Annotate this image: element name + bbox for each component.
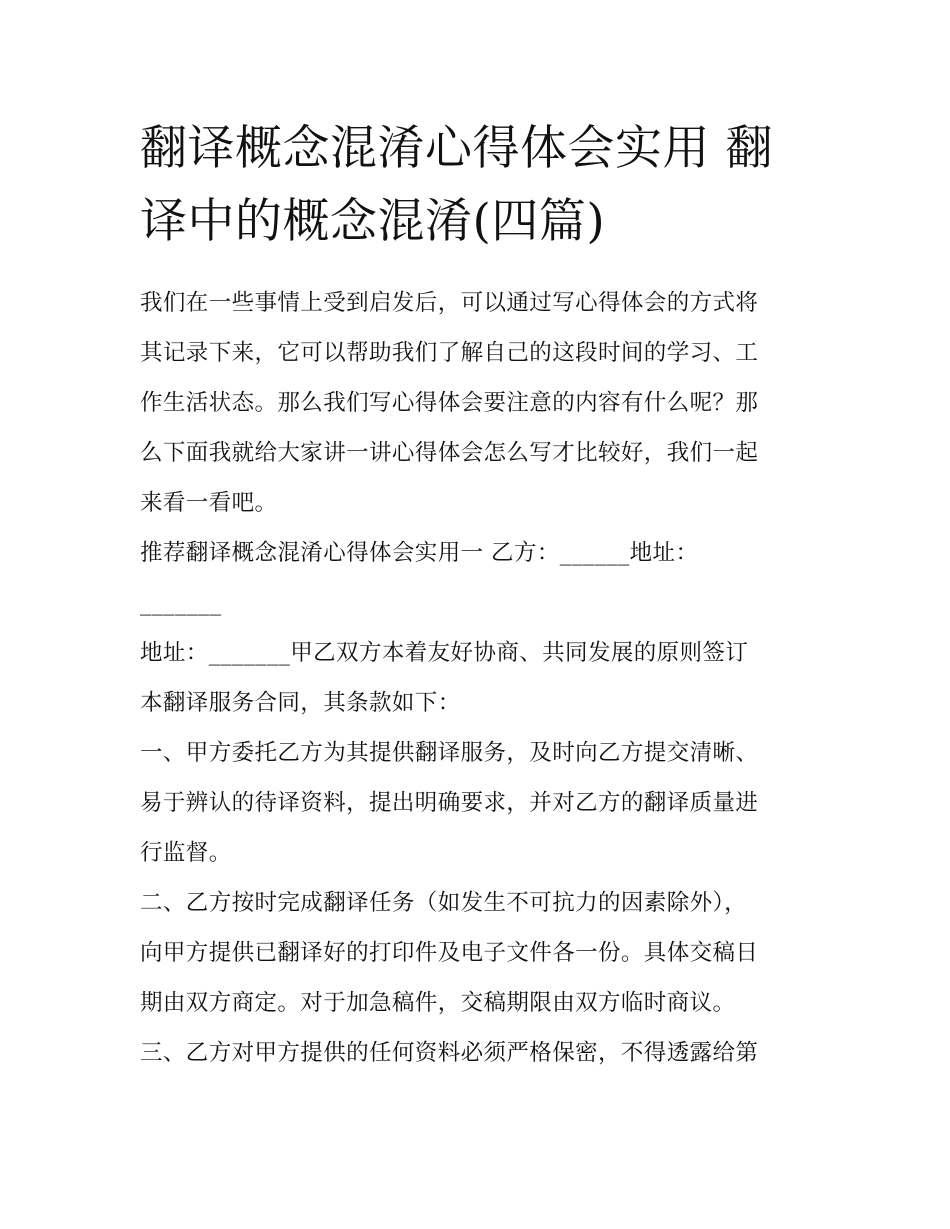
text-line: 来看一看吧。 xyxy=(140,490,278,516)
document-body xyxy=(140,278,812,1078)
document-title xyxy=(140,112,820,258)
text-line: 么下面我就给大家讲一讲心得体会怎么写才比较好，我们一起 xyxy=(140,440,759,466)
text-line: 作生活状态。那么我们写心得体会要注意的内容有什么呢？那 xyxy=(140,390,759,416)
paragraph-address xyxy=(140,628,812,728)
text-line: _______ xyxy=(140,590,222,616)
text-line: 三、乙方对甲方提供的任何资料必须严格保密，不得透露给第 xyxy=(140,1040,759,1066)
paragraph-intro xyxy=(140,278,812,528)
text-line: 易于辨认的待译资料，提出明确要求，并对乙方的翻译质量进 xyxy=(140,790,759,816)
text-line: 我们在一些事情上受到启发后，可以通过写心得体会的方式将 xyxy=(140,290,759,316)
paragraph-party-b xyxy=(140,528,812,628)
text-line: 行监督。 xyxy=(140,840,232,866)
title-line: 翻译概念混淆心得体会实用 翻 xyxy=(140,121,773,176)
text-line: 其记录下来，它可以帮助我们了解自己的这段时间的学习、工 xyxy=(140,340,759,366)
text-line: 地址：_______甲乙双方本着友好协商、共同发展的原则签订 xyxy=(140,640,749,666)
paragraph-clause-3 xyxy=(140,1028,812,1078)
text-line: 向甲方提供已翻译好的打印件及电子文件各一份。具体交稿日 xyxy=(140,940,759,966)
title-line: 译中的概念混淆(四篇) xyxy=(140,194,606,249)
paragraph-clause-1 xyxy=(140,728,812,878)
text-line: 期由双方商定。对于加急稿件，交稿期限由双方临时商议。 xyxy=(140,990,736,1016)
text-line: 二、乙方按时完成翻译任务（如发生不可抗力的因素除外）， xyxy=(140,890,748,916)
paragraph-clause-2 xyxy=(140,878,812,1028)
text-line: 一、甲方委托乙方为其提供翻译服务，及时向乙方提交清晰、 xyxy=(140,740,759,766)
text-line: 本翻译服务合同，其条款如下： xyxy=(140,690,461,716)
text-line: 推荐翻译概念混淆心得体会实用一 乙方：______地址： xyxy=(140,540,699,566)
